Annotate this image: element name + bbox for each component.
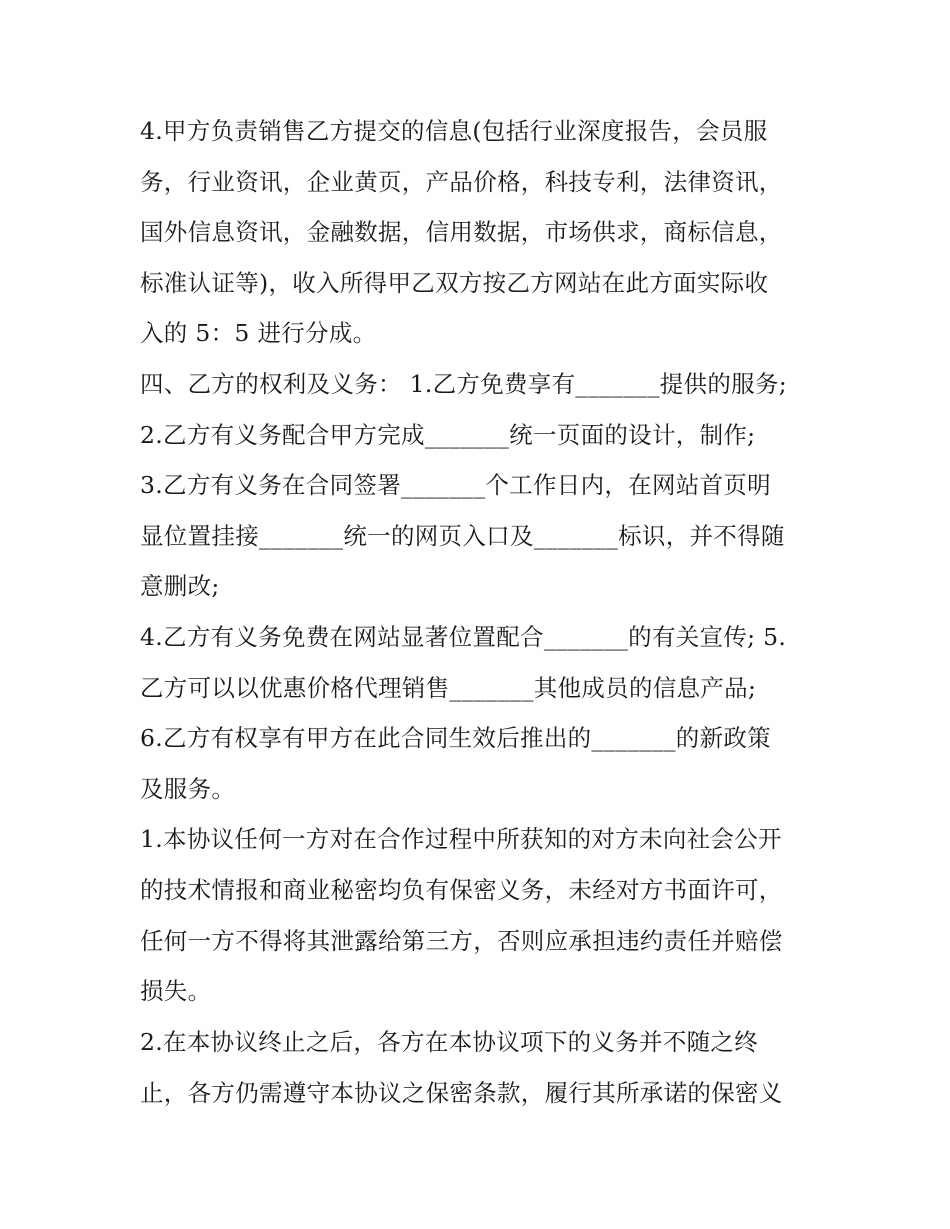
- text-line: 2.乙方有义务配合甲方完成_______统一页面的设计，制作;: [140, 421, 756, 449]
- text-line: 务，行业资讯，企业黄页，产品价格，科技专利，法律资讯，: [140, 168, 783, 196]
- text-line: 损失。: [140, 977, 212, 1005]
- text-line: 国外信息资讯，金融数据，信用数据，市场供求，商标信息，: [140, 218, 783, 246]
- text-line: 的技术情报和商业秘密均负有保密义务，未经对方书面许可，: [140, 876, 783, 904]
- text-line: 显位置挂接_______统一的网页入口及_______标识，并不得随: [140, 522, 785, 550]
- text-line: 意删改;: [140, 572, 220, 600]
- text-line: 任何一方不得将其泄露给第三方，否则应承担违约责任并赔偿: [140, 927, 783, 955]
- text-line: 4.甲方负责销售乙方提交的信息(包括行业深度报告，会员服: [140, 117, 768, 145]
- text-line: 乙方可以以优惠价格代理销售_______其他成员的信息产品;: [140, 674, 757, 702]
- text-line: 4.乙方有义务免费在网站显著位置配合_______的有关宣传; 5.: [140, 623, 787, 651]
- text-line: 入的 5：5 进行分成。: [140, 319, 377, 347]
- text-line: 6.乙方有权享有甲方在此合同生效后推出的_______的新政策: [140, 724, 771, 752]
- text-line: 标准认证等)，收入所得甲乙双方按乙方网站在此方面实际收: [140, 269, 769, 297]
- text-line: 3.乙方有义务在合同签署_______个工作日内，在网站首页明: [140, 471, 771, 499]
- text-line: 及服务。: [140, 775, 236, 803]
- text-line: 止，各方仍需遵守本协议之保密条款，履行其所承诺的保密义: [140, 1079, 783, 1107]
- text-line: 2.在本协议终止之后，各方在本协议项下的义务并不随之终: [140, 1028, 759, 1056]
- section-heading-line: 四、乙方的权利及义务： 1.乙方免费享有_______提供的服务;: [140, 370, 787, 398]
- text-line: 1.本协议任何一方对在合作过程中所获知的对方未向社会公开: [140, 825, 782, 853]
